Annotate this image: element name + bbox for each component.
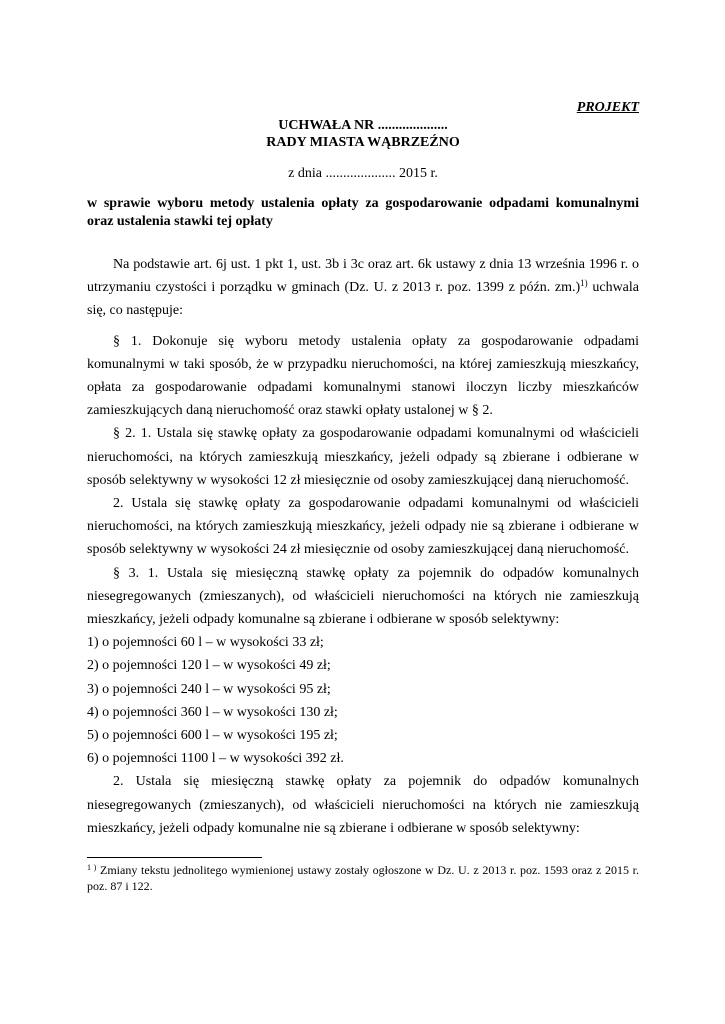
list-item: 6) o pojemności 1100 l – w wysokości 392 zł. [87,751,344,767]
resolution-subject: w sprawie wyboru metody ustalenia opłaty za gospodarowanie odpadami komunalnymi oraz ustalenia stawki tej opłaty [87,196,639,229]
resolution-date: z dnia .................... 2015 r. [288,166,438,181]
resolution-body [87,253,639,840]
resolution-title: UCHWAŁA NR .................... [278,118,448,133]
paragraph-3-item-2: 2. Ustala się miesięczną stawkę opłaty za pojemnik do odpadów komunalnych niesegregowanych (zmieszanych), od właścicieli nieruchomości na których nie zamieszkują mieszkańcy, jeżeli odpady komunalne nie są zbierane i odbierane w sposób selektywny: [87,774,639,836]
paragraph-2-item-1: § 2. 1. Ustala się stawkę opłaty za gospodarowanie odpadami komunalnymi od właścicieli nieruchomości, na których zamieszkują mieszkańcy, jeżeli odpady są zbierane i odbierane w sposób selektywny w wysokości 12 zł miesięcznie od osoby zamieszkującej daną nieruchomość. [87,426,639,488]
footnote-separator [87,857,262,858]
list-item: 2) o pojemności 120 l – w wysokości 49 zł; [87,658,331,674]
paragraph-3-item-1: § 3. 1. Ustala się miesięczną stawkę opłaty za pojemnik do odpadów komunalnych niesegregowanych (zmieszanych), od właścicieli nieruchomości na których nie zamieszkują mieszkańcy, jeżeli odpady komunalne są zbierane i odbierane w sposób selektywny: [87,565,639,628]
paragraph-1: § 1. Dokonuje się wyboru metody ustalenia opłaty za gospodarowanie odpadami komunalnymi w taki sposób, że w przypadku nieruchomości, na której zamieszkują mieszkańcy, opłata za gospodarowanie odpadami komunalnymi stanowi iloczyn liczby mieszkańców zamieszkujących daną nieruchomość oraz stawki opłaty ustalonej w § 2. [87,333,639,419]
paragraph-2-item-2: 2. Ustala się stawkę opłaty za gospodarowanie odpadami komunalnymi od właścicieli nieruchomości, na których zamieszkują mieszkańcy, jeżeli odpady nie są zbierane i odbierane w sposób selektywny w wysokości 24 zł miesięcznie od osoby zamieszkującej daną nieruchomość. [87,496,639,558]
list-item: 1) o pojemności 60 l – w wysokości 33 zł; [87,635,324,651]
preamble-text: Na podstawie art. 6j ust. 1 pkt 1, ust. 3b i 3c oraz art. 6k ustawy z dnia 13 września 1996 r. o utrzymaniu czystości i porządku w gminach (Dz. U. z 2013 r. poz. 1399 z późn. zm.) [87,257,639,296]
list-item: 3) o pojemności 240 l – w wysokości 95 zł; [87,681,331,697]
draft-stamp: PROJEKT [576,100,639,115]
council-name: RADY MIASTA WĄBRZEŹNO [266,135,460,150]
list-item: 5) o pojemności 600 l – w wysokości 195 zł; [87,728,338,744]
list-item: 4) o pojemności 360 l – w wysokości 130 zł; [87,704,338,720]
preamble [87,253,639,323]
footnote [87,862,639,894]
footnote-text: Zmiany tekstu jednolitego wymienionej ustawy zostały ogłoszone w Dz. U. z 2013 r. poz. 1593 oraz z 2015 r. poz. 87 i 122. [87,863,639,893]
preamble-text-end: uchwala się, co następuje: [87,280,639,319]
footnote-marker: 1 ) [87,863,97,872]
footnote-reference: 1) [580,278,588,289]
